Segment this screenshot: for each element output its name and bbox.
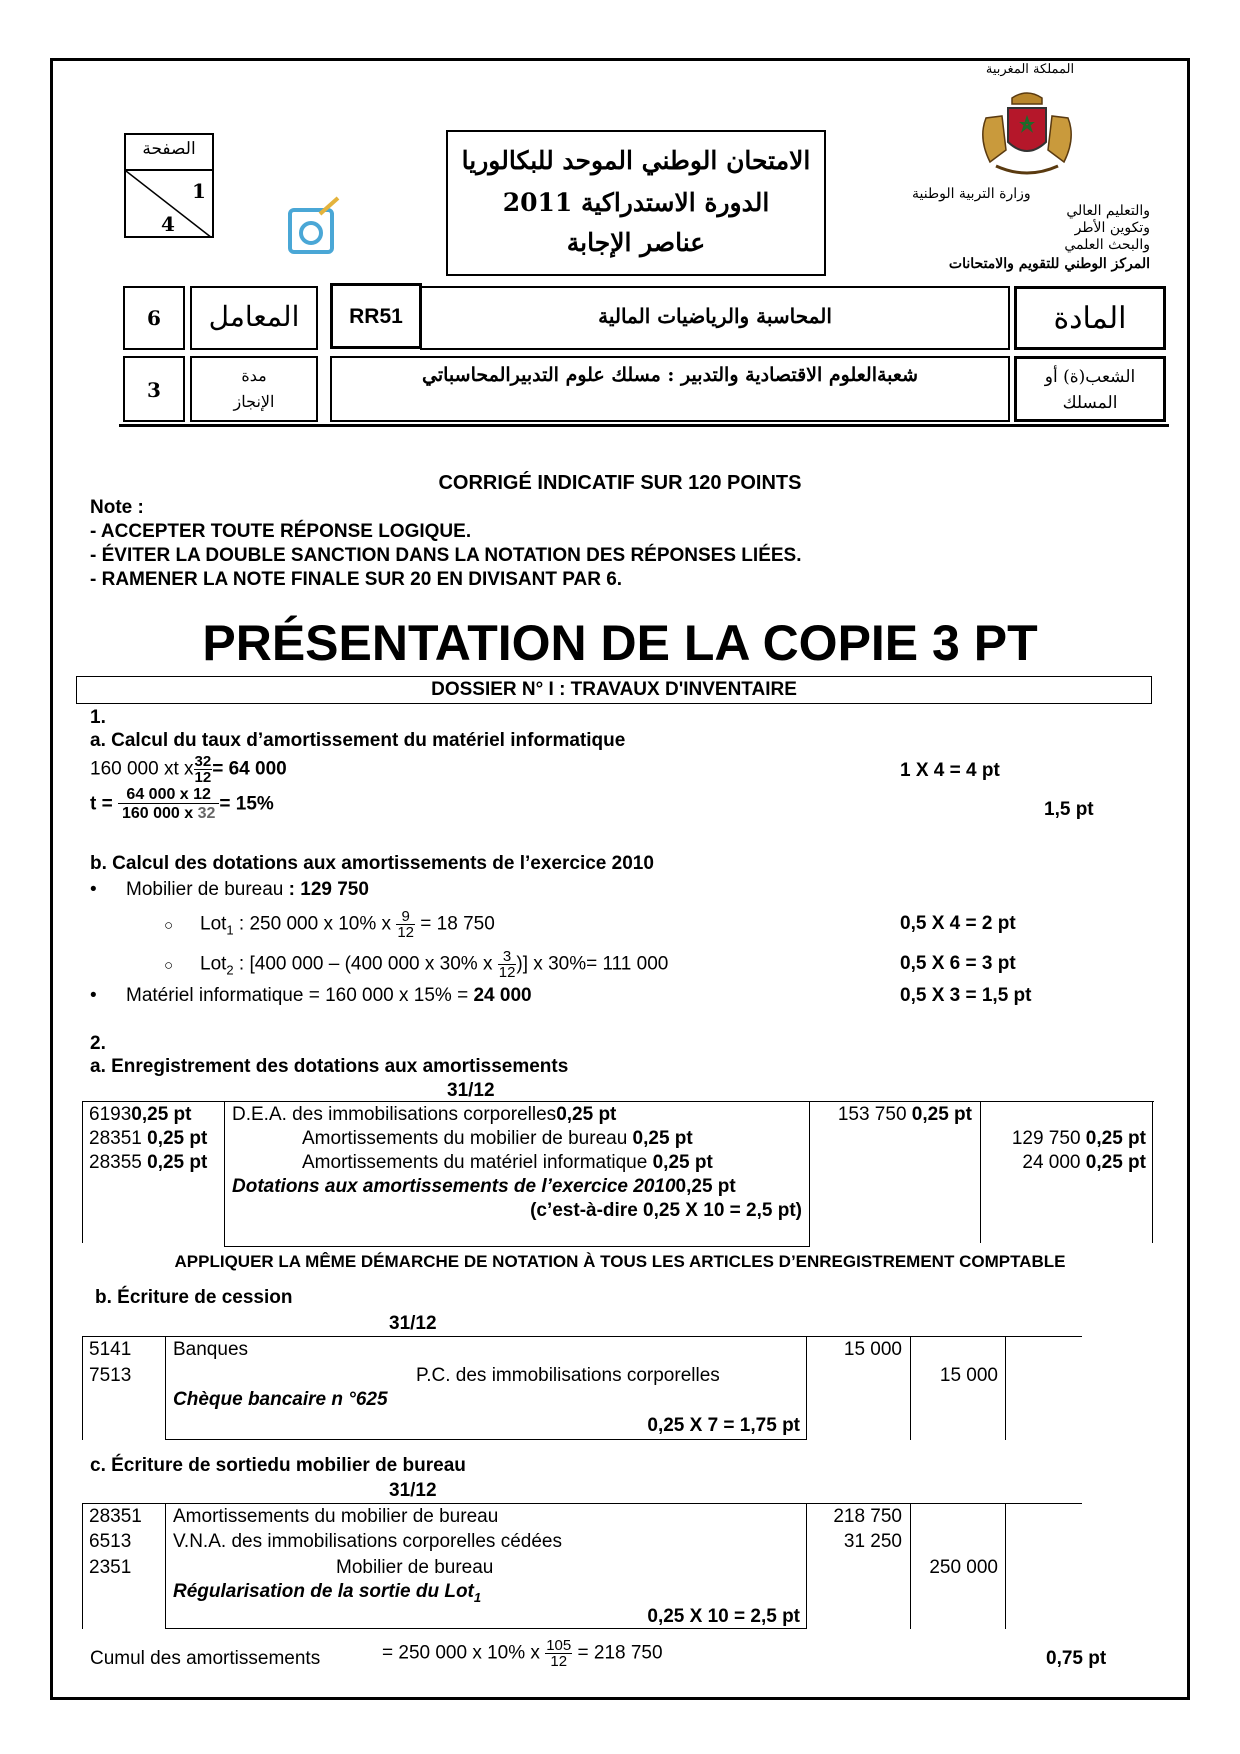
lot1-line bbox=[164, 909, 495, 940]
q2a-r2-libelle bbox=[302, 1128, 693, 1150]
q2a-r3-credit bbox=[960, 1152, 1146, 1174]
header-bottom-rule bbox=[119, 424, 1169, 427]
libelle: Amortissements du mobilier de bureau bbox=[302, 1128, 633, 1149]
cumul-label: Cumul des amortissements bbox=[90, 1648, 321, 1669]
mobilier-value: : 129 750 bbox=[288, 879, 369, 900]
points: 0,25 pt bbox=[1085, 1128, 1146, 1149]
q2b-points: 0,25 X 7 = 1,75 pt bbox=[647, 1415, 800, 1436]
materiel-points: 0,5 X 3 = 1,5 pt bbox=[900, 985, 1032, 1006]
q2a-r2-credit bbox=[960, 1128, 1146, 1150]
amount: 153 750 bbox=[837, 1104, 912, 1125]
center-label: المركز الوطني للتقويم والامتحانات bbox=[948, 256, 1150, 272]
coat-of-arms-icon bbox=[972, 88, 1082, 180]
q2c-date: 31/12 bbox=[389, 1480, 437, 1501]
q1a-line2-points: 1,5 pt bbox=[1044, 799, 1094, 820]
kingdom-label: المملكة المغربية bbox=[985, 62, 1075, 77]
cumul-frac bbox=[545, 1638, 572, 1669]
dossier-title: DOSSIER N° I : TRAVAUX D'INVENTAIRE bbox=[431, 679, 797, 700]
journal-b-mid-left bbox=[165, 1336, 365, 1337]
journal-a-mid-right bbox=[512, 1101, 810, 1102]
q2b-r3-libelle: Chèque bancaire n °625 bbox=[173, 1389, 388, 1410]
q2a-r2-account bbox=[89, 1128, 207, 1150]
q2b-r1-account: 5141 bbox=[89, 1339, 132, 1360]
q1a-line1-points: 1 X 4 = 4 pt bbox=[900, 760, 1000, 781]
frac-den: 12 bbox=[498, 964, 516, 981]
q2c-r4-libelle bbox=[173, 1581, 481, 1605]
q2a-title: a. Enregistrement des dotations aux amortissements bbox=[90, 1056, 569, 1077]
note-line-3: - RAMENER LA NOTE FINALE SUR 20 EN DIVISANT PAR 6. bbox=[90, 569, 623, 590]
subject-code: RR51 bbox=[349, 305, 403, 328]
points: 0,25 pt bbox=[147, 1152, 208, 1173]
libelle-sub: 1 bbox=[473, 1589, 482, 1605]
cumul-post: = 218 750 bbox=[572, 1642, 663, 1664]
points: 0,25 pt bbox=[1085, 1152, 1146, 1173]
branch-label-2: المسلك bbox=[1062, 393, 1118, 413]
q2c-r1-account: 28351 bbox=[89, 1506, 142, 1527]
q2a-r1-account bbox=[89, 1104, 191, 1126]
lot1-frac bbox=[396, 909, 415, 940]
journal-c-left-rule bbox=[82, 1503, 83, 1629]
page-number-box bbox=[124, 133, 214, 238]
materiel-line bbox=[90, 985, 532, 1007]
account: 28351 bbox=[89, 1128, 148, 1149]
lot2-sub: 2 bbox=[226, 962, 234, 978]
q2a-r3-libelle bbox=[302, 1152, 713, 1174]
lot2-points: 0,5 X 6 = 3 pt bbox=[900, 953, 1016, 974]
amount: 24 000 bbox=[1022, 1152, 1086, 1173]
branch-box bbox=[330, 356, 1010, 422]
branch-label-1: الشعب(ة) أو bbox=[1044, 367, 1136, 387]
frac-num: 32 bbox=[194, 753, 212, 770]
libelle: Amortissements du matériel informatique bbox=[302, 1152, 653, 1173]
q2b-r2-credit: 15 000 bbox=[939, 1365, 998, 1386]
corrige-title: CORRIGÉ INDICATIF SUR 120 POINTS bbox=[438, 472, 802, 494]
lot2-mid: : [400 000 – (400 000 x 30% x bbox=[233, 953, 498, 975]
lot2-line bbox=[164, 949, 668, 980]
q2-number: 2. bbox=[90, 1033, 106, 1054]
q2c-r2-account: 6513 bbox=[89, 1531, 132, 1552]
ministry-line-4: والبحث العلمي bbox=[1064, 237, 1150, 253]
circle-bullet-icon: ○ bbox=[164, 956, 174, 974]
q1a-title: a. Calcul du taux d’amortissement du matériel informatique bbox=[90, 730, 626, 751]
frac-den: 12 bbox=[550, 1653, 568, 1670]
branch-label-box bbox=[1014, 356, 1166, 422]
ministry-line-3: وتكوين الأطر bbox=[1074, 220, 1150, 236]
subject-name: المحاسبة والرياضيات المالية bbox=[598, 304, 832, 328]
journal-a-col-credit bbox=[1152, 1101, 1153, 1243]
q1a-line2 bbox=[90, 787, 274, 822]
coef-label: المعامل bbox=[208, 300, 300, 333]
q1a-line1-pre: 160 000 xt x bbox=[90, 758, 194, 780]
note-label: Note : bbox=[90, 497, 144, 518]
points: 0,25 pt bbox=[147, 1128, 208, 1149]
points: 0,25 pt bbox=[556, 1104, 617, 1125]
exam-logo bbox=[286, 196, 342, 256]
frac-num: 9 bbox=[396, 909, 415, 925]
page-number: 1 bbox=[192, 179, 206, 203]
q2c-r2-libelle: V.N.A. des immobilisations corporelles cédées bbox=[173, 1531, 562, 1552]
subject-name-box bbox=[420, 286, 1010, 350]
q1a-line1-frac bbox=[194, 754, 213, 785]
frac-den-a: 160 000 x bbox=[121, 805, 198, 822]
q2b-r1-debit: 15 000 bbox=[843, 1339, 902, 1360]
materiel-label: Matériel informatique = 160 000 x 15% = bbox=[126, 985, 474, 1006]
q1-number: 1. bbox=[90, 707, 106, 728]
q2c-r3-credit: 250 000 bbox=[929, 1557, 998, 1578]
cumul-formula bbox=[382, 1638, 663, 1669]
libelle: D.E.A. des immobilisations corporelles bbox=[232, 1104, 557, 1125]
q2a-r1-debit bbox=[800, 1104, 972, 1126]
branch-text: شعبةالعلوم الاقتصادية والتدبير : مسلك علوم التدبيرالمحاسباتي bbox=[422, 364, 918, 386]
journal-c-col-credit bbox=[1005, 1503, 1006, 1629]
exam-title-box bbox=[446, 130, 826, 276]
journal-c-mid-left bbox=[165, 1503, 365, 1504]
q2b-r2-account: 7513 bbox=[89, 1365, 132, 1386]
q1a-line2-frac bbox=[118, 787, 219, 822]
frac-den bbox=[118, 804, 219, 822]
q2c-r3-account: 2351 bbox=[89, 1557, 132, 1578]
subject-label-box bbox=[1014, 286, 1166, 350]
mobilier-line bbox=[90, 879, 369, 901]
q2b-r1-libelle: Banques bbox=[173, 1339, 249, 1360]
circle-bullet-icon: ○ bbox=[164, 916, 174, 934]
frac-num: 105 bbox=[546, 1637, 572, 1654]
presentation-title: PRÉSENTATION DE LA COPIE 3 PT bbox=[202, 615, 1038, 671]
duration-label-1: مدة bbox=[241, 366, 267, 385]
journal-c-mid-right bbox=[462, 1503, 807, 1504]
q2a-date: 31/12 bbox=[447, 1080, 495, 1101]
journal-b-mid-right bbox=[462, 1336, 807, 1337]
points: 0,25 pt bbox=[675, 1176, 736, 1197]
frac-num: 64 000 x 12 bbox=[118, 787, 219, 804]
lot1-sub: 1 bbox=[226, 922, 234, 938]
cumul-pre: = 250 000 x 10% x bbox=[382, 1642, 546, 1664]
q1a-line1-result: = 64 000 bbox=[212, 758, 287, 780]
note-line-2: - ÉVITER LA DOUBLE SANCTION DANS LA NOTATION DES RÉPONSES LIÉES. bbox=[90, 545, 802, 566]
frac-num: 3 bbox=[498, 949, 517, 965]
apply-instruction: APPLIQUER LA MÊME DÉMARCHE DE NOTATION À TOUS LES ARTICLES D’ENREGISTREMENT COMPTABLE bbox=[174, 1252, 1066, 1271]
q2a-r4-libelle bbox=[232, 1176, 736, 1198]
q2a-r1-libelle bbox=[232, 1104, 616, 1126]
journal-a-left-rule bbox=[82, 1101, 83, 1243]
lot1-points: 0,5 X 4 = 2 pt bbox=[900, 913, 1016, 934]
journal-b-col-credit bbox=[1005, 1336, 1006, 1440]
exam-title-2: الدورة الاستدراكية 2011 bbox=[502, 188, 770, 217]
points: 0,25 pt bbox=[911, 1104, 972, 1125]
frac-den: 12 bbox=[397, 924, 415, 941]
coef-value: 6 bbox=[147, 306, 161, 330]
q1b-title: b. Calcul des dotations aux amortissements de l’exercice 2010 bbox=[90, 853, 654, 874]
lot1-pre: Lot bbox=[200, 913, 227, 935]
q2c-r1-libelle: Amortissements du mobilier de bureau bbox=[173, 1506, 499, 1527]
points: 0,25 pt bbox=[131, 1104, 192, 1125]
q2c-r3-libelle: Mobilier de bureau bbox=[336, 1557, 494, 1578]
bullet-icon: • bbox=[90, 985, 97, 1006]
coef-label-box bbox=[190, 286, 318, 350]
account: 6193 bbox=[89, 1104, 132, 1125]
frac-den: 12 bbox=[194, 769, 212, 786]
libelle: Dotations aux amortissements de l’exercice 2010 bbox=[232, 1176, 676, 1197]
q1a-line2-pre: t = bbox=[90, 793, 113, 815]
journal-a-mid-left bbox=[224, 1101, 424, 1102]
page-total: 4 bbox=[161, 212, 175, 236]
duration-label-box bbox=[190, 356, 318, 422]
dossier-banner bbox=[76, 676, 1152, 704]
mobilier-label: Mobilier de bureau bbox=[126, 879, 289, 900]
q2c-r1-debit: 218 750 bbox=[833, 1506, 902, 1527]
exam-title-1: الامتحان الوطني الموحد للبكالوريا bbox=[461, 146, 811, 175]
amount: 129 750 bbox=[1011, 1128, 1086, 1149]
lot2-frac bbox=[498, 949, 517, 980]
q2c-points: 0,25 X 10 = 2,5 pt bbox=[647, 1606, 800, 1627]
q1a-line1 bbox=[90, 754, 287, 785]
q2a-r5-note: (c’est-à-dire 0,25 X 10 = 2,5 pt) bbox=[530, 1200, 802, 1221]
libelle: Régularisation de la sortie du Lot bbox=[173, 1581, 474, 1602]
q2c-r2-debit: 31 250 bbox=[843, 1531, 902, 1552]
bullet-icon: • bbox=[90, 879, 97, 900]
q2b-title: b. Écriture de cession bbox=[95, 1287, 293, 1308]
frac-den-b: 32 bbox=[197, 805, 216, 822]
page-label: الصفحة bbox=[142, 139, 196, 159]
q2b-date: 31/12 bbox=[389, 1313, 437, 1334]
materiel-value: 24 000 bbox=[473, 985, 532, 1006]
duration-value-box bbox=[123, 356, 185, 422]
journal-b-left-rule bbox=[82, 1336, 83, 1440]
duration-label-2: الإنجاز bbox=[233, 392, 275, 411]
lot2-pre: Lot bbox=[200, 953, 227, 975]
points: 0,25 pt bbox=[652, 1152, 713, 1173]
q1a-line2-result: = 15% bbox=[219, 793, 274, 815]
account: 28355 bbox=[89, 1152, 148, 1173]
q2b-r2-libelle: P.C. des immobilisations corporelles bbox=[416, 1365, 720, 1386]
coef-value-box bbox=[123, 286, 185, 350]
exam-title-3: عناصر الإجابة bbox=[566, 228, 706, 257]
q2c-title: c. Écriture de sortiedu mobilier de bureau bbox=[90, 1455, 466, 1476]
ministry-line-2: والتعليم العالي bbox=[1066, 203, 1150, 219]
cumul-points: 0,75 pt bbox=[1046, 1648, 1107, 1669]
points: 0,25 pt bbox=[632, 1128, 693, 1149]
q2a-r3-account bbox=[89, 1152, 207, 1174]
subject-label: المادة bbox=[1053, 301, 1127, 336]
lot1-mid: : 250 000 x 10% x bbox=[233, 913, 397, 935]
journal-b-col-debit bbox=[910, 1336, 911, 1440]
note-line-1: - ACCEPTER TOUTE RÉPONSE LOGIQUE. bbox=[90, 521, 472, 542]
duration-value: 3 bbox=[147, 378, 161, 402]
lot1-post: = 18 750 bbox=[415, 913, 495, 935]
code-box bbox=[330, 283, 422, 349]
lot2-post: )] x 30%= 111 000 bbox=[516, 953, 669, 975]
ministry-line-1: وزارة التربية الوطنية bbox=[912, 186, 1031, 202]
